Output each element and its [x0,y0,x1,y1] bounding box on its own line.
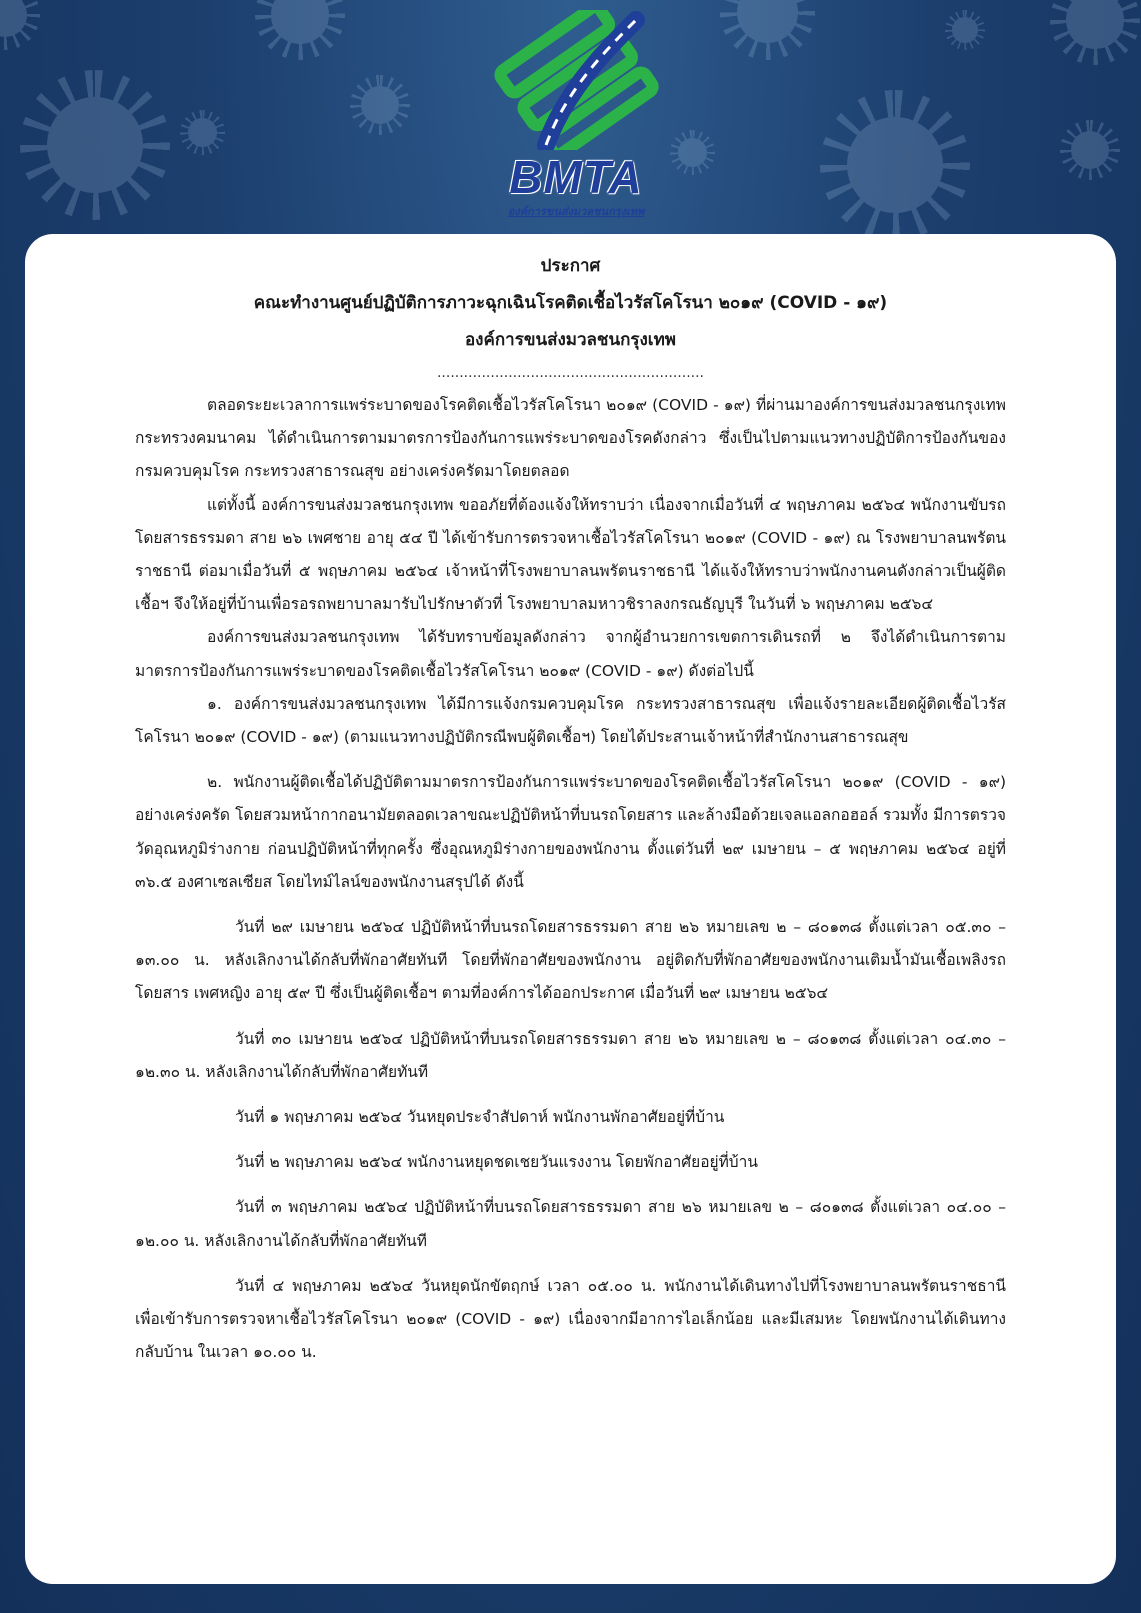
paragraph: องค์การขนส่งมวลชนกรุงเทพ ได้รับทราบข้อมูลดังกล่าว จากผู้อำนวยการเขตการเดินรถที่ ๒ จึงได้ดำเนินการตามมาตรการป้องกันการแพร่ระบาดของโรคติดเชื้อไวรัสโคโรนา ๒๐๑๙ (COVID - ๑๙) ดังต่อไปนี้ [135,628,1006,680]
virus-decoration [180,110,225,155]
announcement-organization: องค์การขนส่งมวลชนกรุงเทพ [464,330,677,350]
paragraph: แต่ทั้งนี้ องค์การขนส่งมวลชนกรุงเทพ ขออภัยที่ต้องแจ้งให้ทราบว่า เนื่องจากเมื่อวันที่ ๔ พฤษภาคม ๒๕๖๔ พนักงานขับรถโดยสารธรรมดา สาย ๒๖ เพศชาย อายุ ๕๔ ปี ได้เข้ารับการตรวจหาเชื้อไวรัสโคโรนา ๒๐๑๙ (COVID - ๑๙) ณ โรงพยาบาลนพรัตนราชธานี ต่อมาเมื่อวันที่ ๕ พฤษภาคม ๒๕๖๔ เจ้าหน้าที่โรงพยาบาลนพรัตนราชธานี ได้แจ้งให้ทราบว่าพนักงานคนดังกล่าวเป็นผู้ติดเชื้อฯ จึงให้อยู่ที่บ้านเพื่อรอรถพยาบาลมารับไปรักษาตัวที่ โรงพยาบาลมหาวชิราลงกรณธัญบุรี ในวันที่ ๖ พฤษภาคม ๒๕๖๔ [135,495,1006,614]
bmta-emblem-icon [486,10,666,150]
timeline-entry: วันที่ ๑ พฤษภาคม ๒๕๖๔ วันหยุดประจำสัปดาห์ พนักงานพักอาศัยอยู่ที่บ้าน [235,1108,725,1127]
paragraph: ตลอดระยะเวลาการแพร่ระบาดของโรคติดเชื้อไวรัสโคโรนา ๒๐๑๙ (COVID - ๑๙) ที่ผ่านมาองค์การขนส่งมวลชนกรุงเทพ กระทรวงคมนาคม ได้ดำเนินการตามมาตรการป้องกันการแพร่ระบาดของโรคดังกล่าว ซึ่งเป็นไปตามแนวทางปฏิบัติการป้องกันของกรมควบคุมโรค กระทรวงสาธารณสุข อย่างเคร่งครัดมาโดยตลอด [135,396,1006,481]
announcement-subtitle: คณะทำงานศูนย์ปฏิบัติการภาวะฉุกเฉินโรคติดเชื้อไวรัสโคโรนา ๒๐๑๙ (COVID - ๑๙) [253,293,888,313]
virus-decoration [255,0,345,60]
timeline-entry: วันที่ ๒๙ เมษายน ๒๕๖๔ ปฏิบัติหน้าที่บนรถโดยสารธรรมดา สาย ๒๖ หมายเลข ๒ – ๘๐๑๓๘ ตั้งแต่เวลา ๐๕.๓๐ – ๑๓.๐๐ น. หลังเลิกงานได้กลับที่พักอาศัยทันที โดยที่พักอาศัยของพนักงาน อยู่ติดกับที่พักอาศัยของพนักงานเติมน้ำมันเชื้อเพลิงรถโดยสาร เพศหญิง อายุ ๕๙ ปี ซึ่งเป็นผู้ติดเชื้อฯ ตามที่องค์การได้ออกประกาศ เมื่อวันที่ ๒๙ เมษายน ๒๕๖๔ [135,918,1006,1003]
virus-decoration [670,130,715,175]
timeline-entry: วันที่ ๓๐ เมษายน ๒๕๖๔ ปฏิบัติหน้าที่บนรถโดยสารธรรมดา สาย ๒๖ หมายเลข ๒ – ๘๐๑๓๘ ตั้งแต่เวลา ๐๔.๓๐ – ๑๒.๓๐ น. หลังเลิกงานได้กลับที่พักอาศัยทันที [135,1029,1006,1081]
logo-text: BMTA [509,151,643,203]
virus-decoration [20,70,170,220]
virus-decoration [1050,0,1140,65]
announcement-body [135,389,1006,1369]
virus-decoration [350,75,410,135]
virus-decoration [0,0,40,50]
virus-decoration [720,0,815,60]
timeline-entry: วันที่ ๓ พฤษภาคม ๒๕๖๔ ปฏิบัติหน้าที่บนรถโดยสารธรรมดา สาย ๒๖ หมายเลข ๒ – ๘๐๑๓๘ ตั้งแต่เวลา ๐๔.๐๐ – ๑๒.๐๐ น. หลังเลิกงานได้กลับที่พักอาศัยทันที [135,1198,1006,1250]
separator: ............................................................ [436,365,704,381]
announcement-card [25,234,1116,1584]
bmta-logo [486,10,666,218]
virus-decoration [820,90,970,240]
timeline-entry: วันที่ ๒ พฤษภาคม ๒๕๖๔ พนักงานหยุดชดเชยวันแรงงาน โดยพักอาศัยอยู่ที่บ้าน [235,1153,758,1172]
virus-decoration [945,10,985,50]
virus-decoration [1060,120,1120,180]
logo-subtext: องค์การขนส่งมวลชนกรุงเทพ [507,206,645,218]
announcement-title: ประกาศ [540,256,601,276]
timeline-entry: วันที่ ๔ พฤษภาคม ๒๕๖๔ วันหยุดนักขัตฤกษ์ เวลา ๐๕.๐๐ น. พนักงานได้เดินทางไปที่โรงพยาบาลนพรัตนราชธานี เพื่อเข้ารับการตรวจหาเชื้อไวรัสโคโรนา ๒๐๑๙ (COVID - ๑๙) เนื่องจากมีอาการไอเล็กน้อย และมีเสมหะ โดยพนักงานได้เดินทางกลับบ้าน ในเวลา ๑๐.๐๐ น. [135,1276,1006,1362]
paragraph: ๑. องค์การขนส่งมวลชนกรุงเทพ ได้มีการแจ้งกรมควบคุมโรค กระทรวงสาธารณสุข เพื่อแจ้งรายละเอียดผู้ติดเชื้อไวรัสโคโรนา ๒๐๑๙ (COVID - ๑๙) (ตามแนวทางปฏิบัติกรณีพบผู้ติดเชื้อฯ) โดยได้ประสานเจ้าหน้าที่สำนักงานสาธารณสุข [135,694,1006,747]
paragraph: ๒. พนักงานผู้ติดเชื้อได้ปฏิบัติตามมาตรการป้องกันการแพร่ระบาดของโรคติดเชื้อไวรัสโคโรนา ๒๐๑๙ (COVID - ๑๙) อย่างเคร่งครัด โดยสวมหน้ากากอนามัยตลอดเวลาขณะปฏิบัติหน้าที่บนรถโดยสาร และล้างมือด้วยเจลแอลกอฮอล์ รวมทั้ง มีการตรวจวัดอุณหภูมิร่างกาย ก่อนปฏิบัติหน้าที่ทุกครั้ง ซึ่งอุณหภูมิร่างกายของพนักงาน ตั้งแต่วันที่ ๒๙ เมษายน – ๕ พฤษภาคม ๒๕๖๔ อยู่ที่ ๓๖.๕ องศาเซลเซียส โดยไทม์ไลน์ของพนักงานสรุปได้ ดังนี้ [135,773,1006,891]
